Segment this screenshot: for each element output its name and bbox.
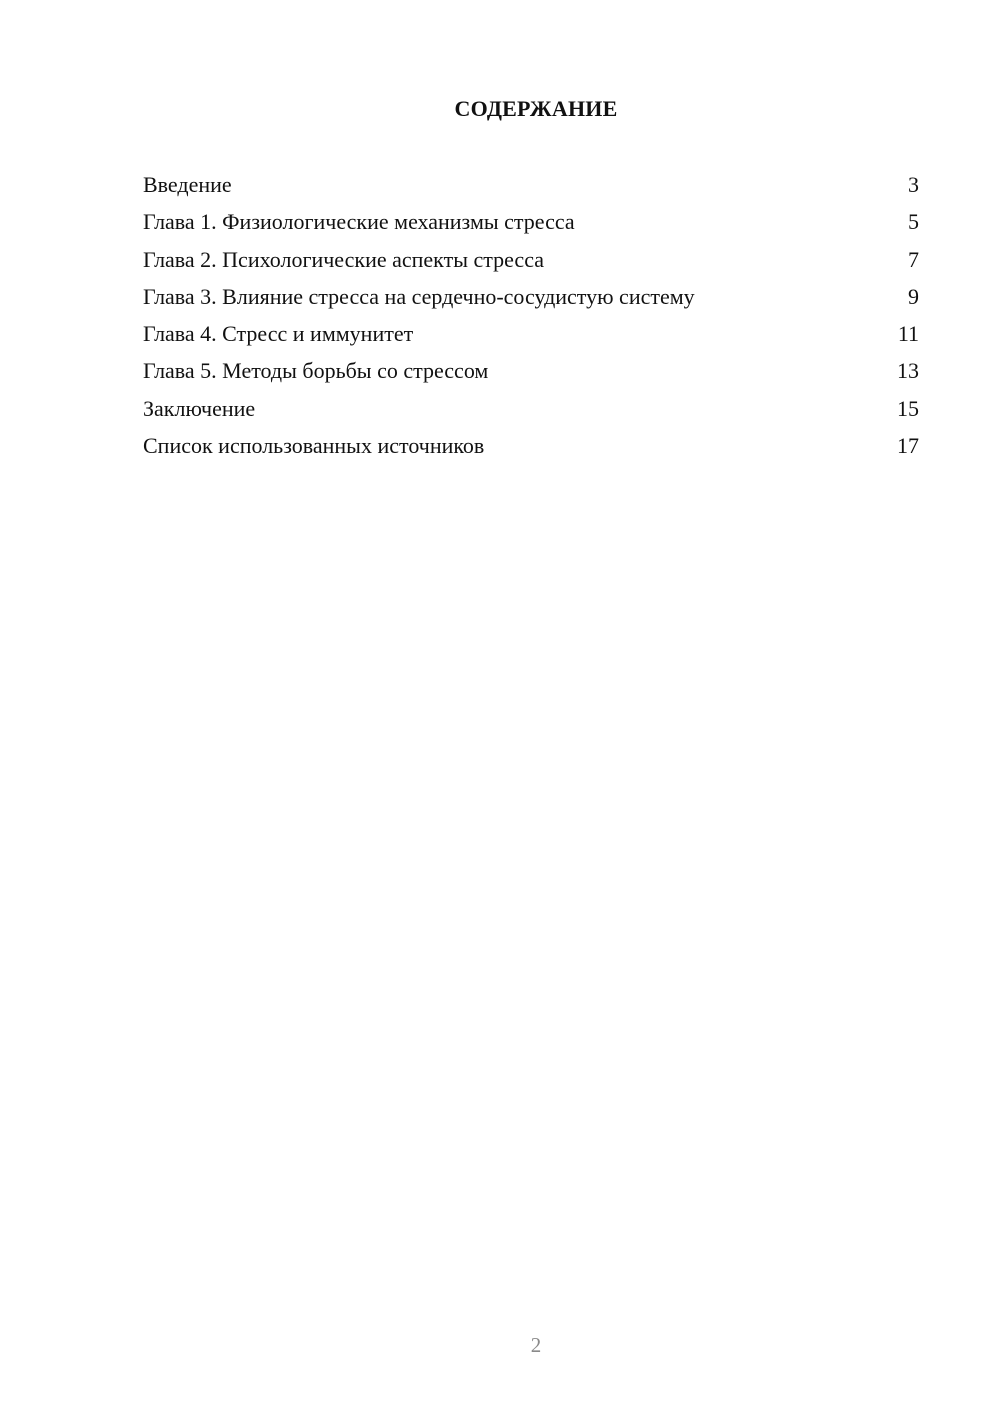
toc-entry-conclusion[interactable] bbox=[143, 394, 919, 431]
toc-entry-page: 5 bbox=[908, 209, 919, 235]
toc-entry-label: Глава 1. Физиологические механизмы стресса bbox=[143, 209, 575, 235]
toc-entry-page: 11 bbox=[897, 321, 919, 347]
toc-entry-label: Глава 4. Стресс и иммунитет bbox=[143, 321, 414, 347]
toc-entry-page: 15 bbox=[897, 395, 919, 421]
toc-entry-label: Список использованных источников bbox=[143, 433, 485, 459]
toc-entry-label: Глава 2. Психологические аспекты стресса bbox=[143, 246, 544, 272]
toc-entry-label: Заключение bbox=[143, 395, 256, 421]
toc-entry-page: 17 bbox=[897, 433, 919, 459]
toc-entry-references[interactable] bbox=[143, 431, 919, 468]
toc-entry-chapter-3[interactable] bbox=[143, 282, 919, 319]
toc-entry-chapter-2[interactable] bbox=[143, 245, 919, 282]
toc-entry-page: 3 bbox=[908, 172, 919, 197]
toc-entry-page: 7 bbox=[908, 246, 919, 272]
toc-entry-page: 9 bbox=[908, 283, 919, 309]
toc-entry-introduction[interactable] bbox=[143, 170, 919, 207]
toc-entry-label: Глава 3. Влияние стресса на сердечно-сосудистую систему bbox=[143, 283, 695, 309]
table-of-contents bbox=[143, 170, 919, 468]
toc-entry-chapter-1[interactable] bbox=[143, 207, 919, 244]
page-title: СОДЕРЖАНИЕ bbox=[454, 96, 618, 121]
page-number: 2 bbox=[530, 1333, 542, 1357]
toc-entry-page: 13 bbox=[897, 358, 919, 384]
toc-entry-label: Глава 5. Методы борьбы со стрессом bbox=[143, 358, 489, 384]
toc-entry-chapter-5[interactable] bbox=[143, 356, 919, 393]
toc-entry-chapter-4[interactable] bbox=[143, 319, 919, 356]
toc-entry-label: Введение bbox=[143, 172, 232, 197]
